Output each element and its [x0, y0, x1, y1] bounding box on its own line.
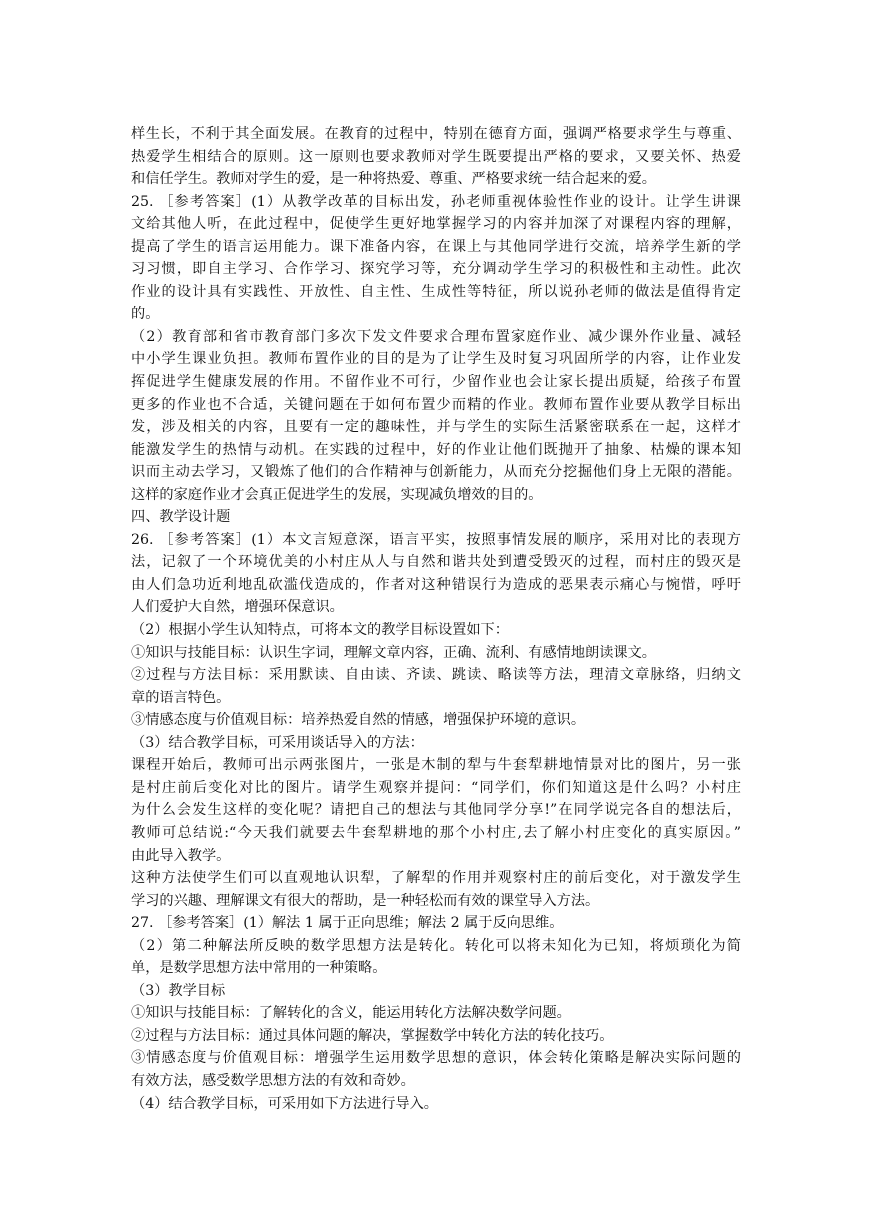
text-line: 识而主动去学习，又锻炼了他们的合作精神与创新能力，从而充分挖掘他们身上无限的潜能。: [131, 464, 741, 481]
text-line: ①知识与技能目标：了解转化的含义，能运用转化方法解决数学问题。: [131, 1005, 571, 1022]
text-line: （2）教育部和省市教育部门多次下发文件要求合理布置家庭作业、减少课外作业量、减轻: [131, 328, 741, 345]
text-line: （3）教学目标: [131, 982, 226, 999]
text-line: 热爱学生相结合的原则。这一原则也要求教师对学生既要提出严格的要求，又要关怀、热爱: [131, 148, 741, 165]
document-body: [131, 123, 741, 1115]
text-line: 习习惯，即自主学习、合作学习、探究学习等，充分调动学生学习的积极性和主动性。此次: [131, 261, 741, 278]
text-line: ③情感态度与价值观目标：增强学生运用数学思想的意识，体会转化策略是解决实际问题的: [131, 1050, 741, 1067]
text-line: 有效方法，感受数学思想方法的有效和奇妙。: [131, 1072, 415, 1089]
text-line: 这种方法使学生们可以直观地认识犁，了解犁的作用并观察村庄的前后变化，对于激发学生: [131, 870, 741, 887]
text-line: ③情感态度与价值观目标：培养热爱自然的情感，增强保护环境的意识。: [131, 712, 586, 729]
text-line: 学习的兴趣、理解课文有很大的帮助，是一种轻松而有效的课堂导入方法。: [131, 892, 600, 909]
text-line: ①知识与技能目标：认识生字词，理解文章内容，正确、流利、有感情地朗读课文。: [131, 644, 656, 661]
text-line: 是村庄前后变化对比的图片。请学生观察并提问：“同学们，你们知道这是什么吗？小村庄: [131, 779, 741, 796]
text-line: 发，涉及相关的内容，且要有一定的趣味性，并与学生的实际生活紧密联系在一起，这样才: [131, 419, 741, 436]
text-line: （4）结合教学目标，可采用如下方法进行导入。: [131, 1095, 438, 1112]
text-line: 教师可总结说:“今天我们就要去牛套犁耕地的那个小村庄,去了解小村庄变化的真实原因。”: [131, 824, 741, 841]
text-line: 法，记叙了一个环境优美的小村庄从人与自然和谐共处到遭受毁灭的过程，而村庄的毁灭是: [131, 554, 741, 571]
text-line: 作业的设计具有实践性、开放性、自主性、生成性等特征，所以说孙老师的做法是值得肯定: [131, 283, 741, 300]
text-line: 由此导入教学。: [131, 847, 231, 864]
text-line: ②过程与方法目标：采用默读、自由读、齐读、跳读、略读等方法，理清文章脉络，归纳文: [131, 667, 741, 684]
text-line: 章的语言特色。: [131, 689, 231, 706]
text-line: 文给其他人听，在此过程中，促使学生更好地掌握学习的内容并加深了对课程内容的理解，: [131, 216, 741, 233]
text-line: 27. ［参考答案］(1）解法 1 属于正向思维；解法 2 属于反向思维。: [131, 915, 564, 932]
text-line: 由人们急功近利地乱砍滥伐造成的，作者对这种错误行为造成的恶果表示痛心与惋惜，呼吁: [131, 576, 741, 593]
text-line: 中小学生课业负担。教师布置作业的目的是为了让学生及时复习巩固所学的内容，让作业发: [131, 351, 741, 368]
text-line: 26. ［参考答案］(1）本文言短意深，语言平实，按照事情发展的顺序，采用对比的表现方: [131, 531, 741, 548]
text-line: 更多的作业也不合适，关键问题在于如何布置少而精的作业。教师布置作业要从教学目标出: [131, 396, 741, 413]
text-line: 挥促进学生健康发展的作用。不留作业不可行，少留作业也会让家长提出质疑，给孩子布置: [131, 374, 741, 391]
text-line: 人们爱护大自然，增强环保意识。: [131, 599, 344, 616]
text-line: 单，是数学思想方法中常用的一种策略。: [131, 960, 387, 977]
text-line: （2）根据小学生认知特点，可将本文的教学目标设置如下：: [131, 622, 509, 639]
text-line: 提高了学生的语言运用能力。课下准备内容，在课上与其他同学进行交流，培养学生新的学: [131, 238, 741, 255]
text-line: 的。: [131, 306, 160, 323]
text-line: 能激发学生的热情与动机。在实践的过程中，好的作业让他们既抛开了抽象、枯燥的课本知: [131, 441, 741, 458]
text-line: （3）结合教学目标，可采用谈话导入的方法：: [131, 734, 424, 751]
text-line: 为什么会发生这样的变化呢？请把自己的想法与其他同学分享!”在同学说完各自的想法后，: [131, 802, 741, 819]
text-line: （2）第二种解法所反映的数学思想方法是转化。转化可以将未知化为已知，将烦琐化为简: [131, 937, 741, 954]
text-line: 25. ［参考答案］(1）从教学改革的目标出发，孙老师重视体验性作业的设计。让学生讲课: [131, 193, 741, 210]
text-line: 课程开始后，教师可出示两张图片，一张是木制的犁与牛套犁耕地情景对比的图片，另一张: [131, 757, 741, 774]
text-line: 四、教学设计题: [131, 509, 231, 526]
text-line: ②过程与方法目标：通过具体问题的解决，掌握数学中转化方法的转化技巧。: [131, 1027, 614, 1044]
text-line: 这样的家庭作业才会真正促进学生的发展，实现减负增效的目的。: [131, 486, 543, 503]
text-line: 和信任学生。教师对学生的爱，是一种将热爱、尊重、严格要求统一结合起来的爱。: [131, 171, 656, 188]
text-line: 样生长，不利于其全面发展。在教育的过程中，特别在德育方面，强调严格要求学生与尊重、: [131, 126, 741, 142]
